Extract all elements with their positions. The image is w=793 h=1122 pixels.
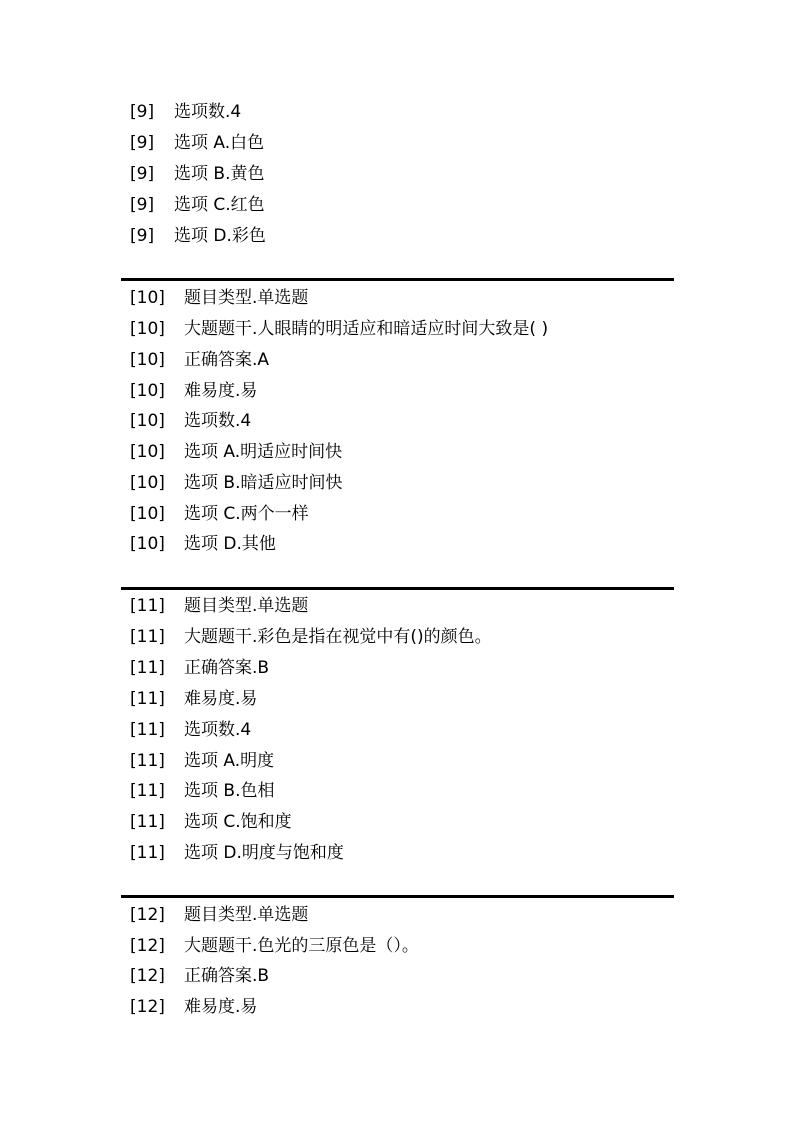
option-a: 选项 A.明适应时间快 (184, 442, 343, 462)
question-number: [12] (130, 936, 165, 956)
question-number: [11] (130, 812, 165, 832)
question-10-line-1 (130, 286, 308, 310)
question-number: [12] (130, 905, 165, 925)
question-number: [10] (130, 381, 165, 401)
question-number: [11] (130, 751, 165, 771)
question-divider (121, 895, 674, 898)
question-11-line-7 (130, 779, 274, 803)
question-number: [9] (130, 195, 155, 215)
difficulty: 难易度.易 (184, 997, 258, 1017)
option-count: 选项数.4 (174, 102, 242, 122)
option-a: 选项 A.白色 (174, 133, 265, 153)
option-d: 选项 D.其他 (184, 534, 276, 554)
question-number: [12] (130, 997, 165, 1017)
question-number: [12] (130, 966, 165, 986)
question-10-line-4 (130, 379, 257, 403)
question-11-line-3 (130, 656, 269, 680)
question-number: [11] (130, 843, 165, 863)
question-number: [10] (130, 534, 165, 554)
question-divider (121, 278, 674, 281)
option-a: 选项 A.明度 (184, 751, 275, 771)
question-11-line-5 (130, 718, 251, 742)
question-12-line-1 (130, 903, 308, 927)
question-11-line-6 (130, 749, 274, 773)
question-10-line-6 (130, 440, 342, 464)
question-type: 题目类型.单选题 (184, 905, 309, 925)
option-count: 选项数.4 (184, 411, 252, 431)
question-number: [10] (130, 473, 165, 493)
question-11-line-1 (130, 594, 308, 618)
correct-answer: 正确答案.B (184, 658, 270, 678)
question-12-line-3 (130, 964, 269, 988)
question-number: [11] (130, 689, 165, 709)
question-type: 题目类型.单选题 (184, 596, 309, 616)
question-number: [10] (130, 411, 165, 431)
question-9-line-2 (130, 131, 264, 155)
question-11-line-2 (130, 625, 492, 649)
option-count: 选项数.4 (184, 720, 252, 740)
question-12-line-4 (130, 995, 257, 1019)
question-number: [9] (130, 102, 155, 122)
question-number: [9] (130, 226, 155, 246)
option-c: 选项 C.红色 (174, 195, 265, 215)
question-9-line-4 (130, 193, 265, 217)
question-number: [10] (130, 442, 165, 462)
question-10-line-5 (130, 409, 251, 433)
question-number: [11] (130, 627, 165, 647)
question-11-line-8 (130, 810, 292, 834)
question-12-line-2 (130, 934, 419, 958)
question-10-line-9 (130, 532, 276, 556)
option-b: 选项 B.色相 (184, 781, 275, 801)
question-9-line-5 (130, 224, 266, 248)
option-c: 选项 C.两个一样 (184, 504, 309, 524)
difficulty: 难易度.易 (184, 689, 258, 709)
question-11-line-9 (130, 841, 344, 865)
question-number: [9] (130, 164, 155, 184)
question-10-line-2 (130, 317, 548, 341)
question-10-line-3 (130, 348, 269, 372)
question-stem: 大题题干.人眼睛的明适应和暗适应时间大致是( ) (184, 319, 549, 339)
question-number: [10] (130, 504, 165, 524)
question-10-line-8 (130, 502, 309, 526)
question-9-line-3 (130, 162, 264, 186)
question-stem: 大题题干.彩色是指在视觉中有()的颜色。 (184, 627, 492, 647)
question-number: [9] (130, 133, 155, 153)
question-number: [11] (130, 658, 165, 678)
question-number: [11] (130, 596, 165, 616)
option-b: 选项 B.黄色 (174, 164, 265, 184)
option-d: 选项 D.彩色 (174, 226, 266, 246)
question-number: [11] (130, 781, 165, 801)
question-number: [10] (130, 319, 165, 339)
option-b: 选项 B.暗适应时间快 (184, 473, 343, 493)
option-c: 选项 C.饱和度 (184, 812, 292, 832)
question-stem: 大题题干.色光的三原色是（）。 (184, 936, 419, 956)
question-number: [10] (130, 350, 165, 370)
question-9-line-1 (130, 100, 241, 124)
question-10-line-7 (130, 471, 342, 495)
question-number: [11] (130, 720, 165, 740)
question-type: 题目类型.单选题 (184, 288, 309, 308)
correct-answer: 正确答案.A (184, 350, 270, 370)
option-d: 选项 D.明度与饱和度 (184, 843, 344, 863)
question-11-line-4 (130, 687, 257, 711)
difficulty: 难易度.易 (184, 381, 258, 401)
correct-answer: 正确答案.B (184, 966, 270, 986)
question-divider (121, 587, 674, 590)
question-number: [10] (130, 288, 165, 308)
